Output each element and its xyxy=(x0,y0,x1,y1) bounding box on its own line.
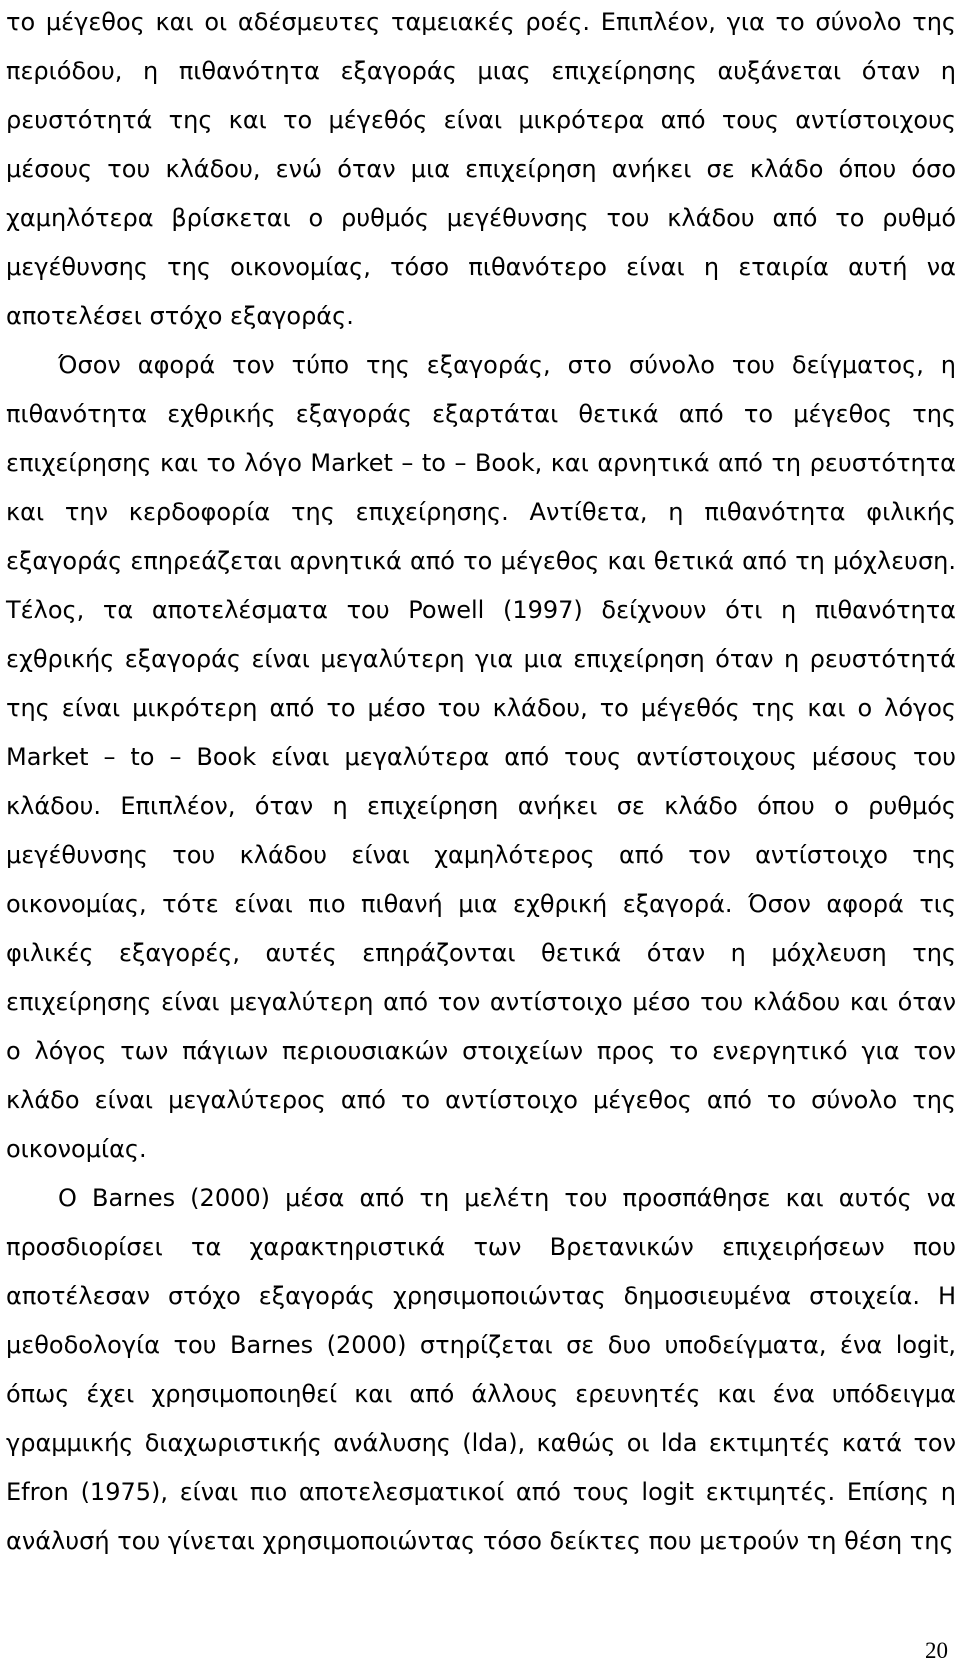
paragraph-takeover-type: Όσον αφορά τον τύπο της εξαγοράς, στο σύνολο του δείγματος, η πιθανότητα εχθρικής εξαγοράς εξαρτάται θετικά από το μέγεθος της επιχείρησης και το λόγο Market – to – Book, και αρνητικά από τη ρευστότητα και την κερδοφορία της επιχείρησης. Αντίθετα, η πιθανότητα φιλικής εξαγοράς επηρεάζεται αρνητικά από το μέγεθος και θετικά από τη μόχλευση. Τέλος, τα αποτελέσματα του Powell (1997) δείχνουν ότι η πιθανότητα εχθρικής εξαγοράς είναι μεγαλύτερη για μια επιχείρηση όταν η ρευστότητά της είναι μικρότερη από το μέσο του κλάδου, το μέγεθός της και ο λόγος Market – to – Book είναι μεγαλύτερα από τους αντίστοιχους μέσους του κλάδου. Επιπλέον, όταν η επιχείρηση ανήκει σε κλάδο όπου ο ρυθμός μεγέθυνσης του κλάδου είναι χαμηλότερος από τον αντίστοιχο της οικονομίας, τότε είναι πιο πιθανή μια εχθρική εξαγορά. Όσον αφορά τις φιλικές εξαγορές, αυτές επηράζονται θετικά όταν η μόχλευση της επιχείρησης είναι μεγαλύτερη από τον αντίστοιχο μέσο του κλάδου και όταν ο λόγος των πάγιων περιουσιακών στοιχείων προς το ενεργητικό για τον κλάδο είναι μεγαλύτερος από το αντίστοιχο μέγεθος από το σύνολο της οικονομίας. xyxy=(6,351,956,1163)
paragraph-barnes-study: Ο Barnes (2000) μέσα από τη μελέτη του προσπάθησε και αυτός να προσδιορίσει τα χαρακτηριστικά των Βρετανικών επιχειρήσεων που αποτέλεσαν στόχο εξαγοράς χρησιμοποιώντας δημοσιευμένα στοιχεία. Η μεθοδολογία του Barnes (2000) στηρίζεται σε δυο υποδείγματα, ένα logit, όπως έχει χρησιμοποιηθεί και από άλλους ερευνητές και ένα υπόδειγμα γραμμικής διαχωριστικής ανάλυσης (lda), καθώς οι lda εκτιμητές κατά τον Efron (1975), είναι πιο αποτελεσματικοί από τους logit εκτιμητές. Επίσης η ανάλυσή του γίνεται χρησιμοποιώντας τόσο δείκτες που μετρούν τη θέση της xyxy=(6,1184,956,1555)
page-number: 20 xyxy=(925,1638,948,1663)
body-text xyxy=(6,0,956,1566)
paragraph-continued: το μέγεθος και οι αδέσμευτες ταμειακές ροές. Επιπλέον, για το σύνολο της περιόδου, η πιθανότητα εξαγοράς μιας επιχείρησης αυξάνεται όταν η ρευστότητά της και το μέγεθός είναι μικρότερα από τους αντίστοιχους μέσους του κλάδου, ενώ όταν μια επιχείρηση ανήκει σε κλάδο όπου όσο χαμηλότερα βρίσκεται ο ρυθμός μεγέθυνσης του κλάδου από το ρυθμό μεγέθυνσης της οικονομίας, τόσο πιθανότερο είναι η εταιρία αυτή να αποτελέσει στόχο εξαγοράς. xyxy=(6,8,956,330)
